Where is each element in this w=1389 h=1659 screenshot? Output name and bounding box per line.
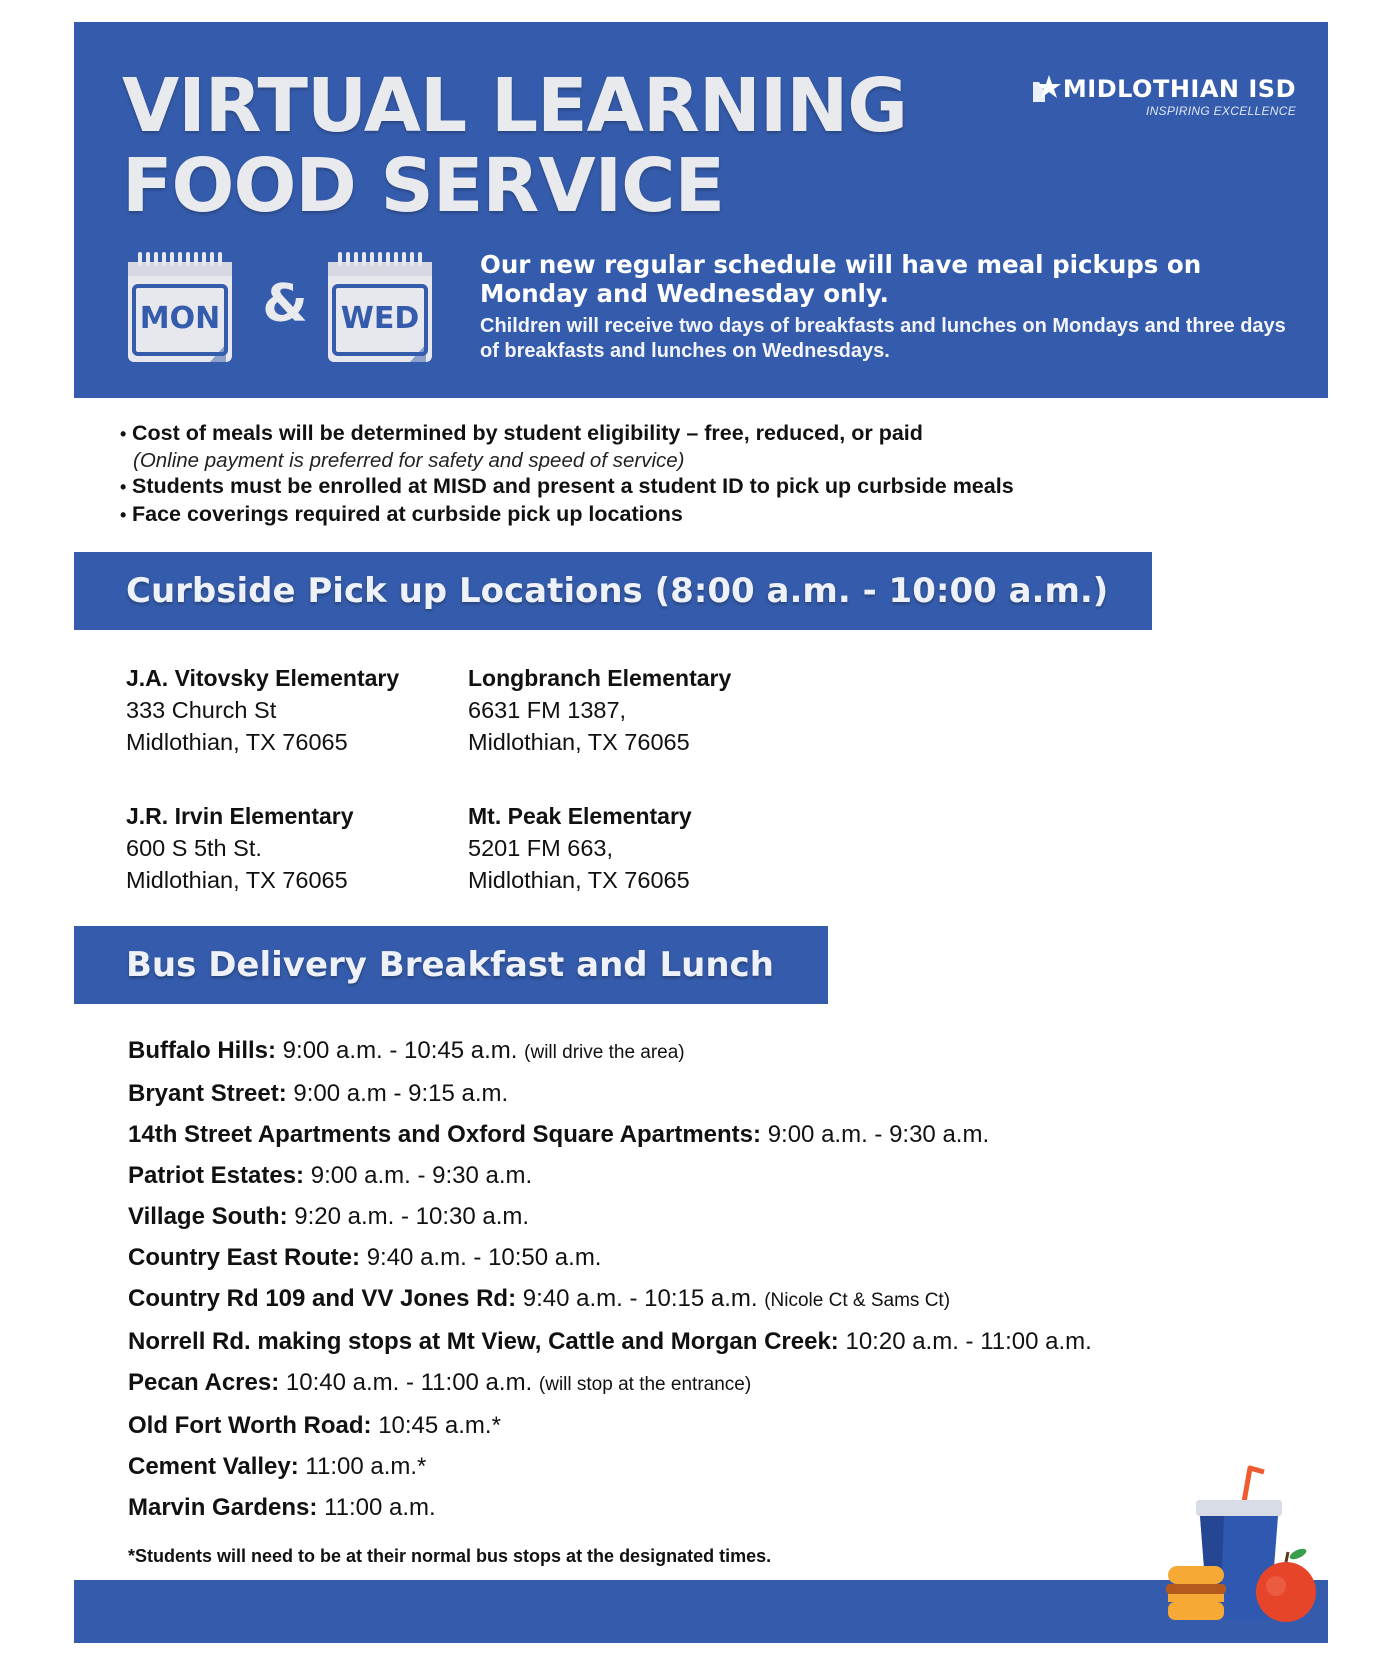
location-street: 6631 FM 1387, xyxy=(468,697,627,723)
title-line-1: VIRTUAL LEARNING xyxy=(122,63,908,149)
location-name: J.R. Irvin Elementary xyxy=(126,803,354,829)
logo-tagline: INSPIRING EXCELLENCE xyxy=(1145,104,1296,118)
bullet-item: • Face coverings required at curbside pick up locations xyxy=(120,502,683,526)
footer-bar xyxy=(74,1580,1328,1643)
schedule-summary xyxy=(480,250,1300,364)
curbside-section-header xyxy=(74,552,1152,630)
curbside-title: Curbside Pick up Locations (8:00 a.m. - 10:00 a.m.) xyxy=(126,571,1109,611)
title-line-2: FOOD SERVICE xyxy=(122,143,725,229)
calendar-wed xyxy=(326,248,434,366)
calendar-day-mon: MON xyxy=(139,301,221,336)
route-row: 14th Street Apartments and Oxford Square Apartments: 9:00 a.m. - 9:30 a.m. xyxy=(128,1121,990,1148)
route-row: Buffalo Hills: 9:00 a.m. - 10:45 a.m. (will drive the area) xyxy=(128,1037,685,1064)
route-row: Country East Route: 9:40 a.m. - 10:50 a.m. xyxy=(128,1244,602,1271)
bullet-note: (Online payment is preferred for safety and speed of service) xyxy=(133,449,685,472)
route-row: Bryant Street: 9:00 a.m - 9:15 a.m. xyxy=(128,1080,509,1107)
location-street: 5201 FM 663, xyxy=(468,835,614,861)
bus-title: Bus Delivery Breakfast and Lunch xyxy=(126,945,774,985)
location-city: Midlothian, TX 76065 xyxy=(126,729,348,755)
location-street: 333 Church St xyxy=(126,697,277,723)
header-banner xyxy=(74,22,1328,398)
location-name: Mt. Peak Elementary xyxy=(468,803,692,829)
bus-section-header xyxy=(74,926,828,1004)
location-card xyxy=(468,800,808,896)
policy-bullets xyxy=(120,420,1320,529)
location-city: Midlothian, TX 76065 xyxy=(126,867,348,893)
bus-route-list xyxy=(128,1030,1328,1528)
bus-footnote: *Students will need to be at their normal bus stops at the designated times. xyxy=(128,1546,772,1566)
location-card xyxy=(126,662,466,758)
location-street: 600 S 5th St. xyxy=(126,835,262,861)
ampersand: & xyxy=(262,274,308,334)
location-city: Midlothian, TX 76065 xyxy=(468,867,690,893)
location-name: Longbranch Elementary xyxy=(468,665,732,691)
schedule-headline: Our new regular schedule will have meal pickups on Monday and Wednesday only. xyxy=(480,250,1202,308)
district-logo xyxy=(1031,74,1296,118)
schedule-subline: Children will receive two days of breakfasts and lunches on Mondays and three days of breakfasts and lunches on Wednesdays. xyxy=(480,315,1286,362)
page-title xyxy=(122,63,908,229)
logo-name: MIDLOTHIAN ISD xyxy=(1062,75,1296,103)
location-city: Midlothian, TX 76065 xyxy=(468,729,690,755)
location-card xyxy=(126,800,466,896)
route-row: Country Rd 109 and VV Jones Rd: 9:40 a.m. - 10:15 a.m. (Nicole Ct & Sams Ct) xyxy=(128,1285,951,1312)
calendar-day-wed: WED xyxy=(340,301,420,336)
route-row: Pecan Acres: 10:40 a.m. - 11:00 a.m. (will stop at the entrance) xyxy=(128,1369,752,1396)
route-row: Norrell Rd. making stops at Mt View, Cattle and Morgan Creek: 10:20 a.m. - 11:00 a.m. xyxy=(128,1328,1092,1355)
route-row: Patriot Estates: 9:00 a.m. - 9:30 a.m. xyxy=(128,1162,533,1189)
route-row: Village South: 9:20 a.m. - 10:30 a.m. xyxy=(128,1203,530,1230)
star-logo-icon xyxy=(1031,74,1061,104)
bullet-item: • Cost of meals will be determined by student eligibility – free, reduced, or paid xyxy=(120,421,923,445)
route-row: Cement Valley: 11:00 a.m.* xyxy=(128,1453,427,1480)
calendar-mon xyxy=(126,248,234,366)
route-row: Marvin Gardens: 11:00 a.m. xyxy=(128,1494,436,1521)
bullet-item: • Students must be enrolled at MISD and present a student ID to pick up curbside meals xyxy=(120,474,1014,498)
route-row: Old Fort Worth Road: 10:45 a.m.* xyxy=(128,1412,501,1439)
location-name: J.A. Vitovsky Elementary xyxy=(126,665,400,691)
meal-illustration-icon xyxy=(1160,1462,1330,1632)
location-card xyxy=(468,662,808,758)
